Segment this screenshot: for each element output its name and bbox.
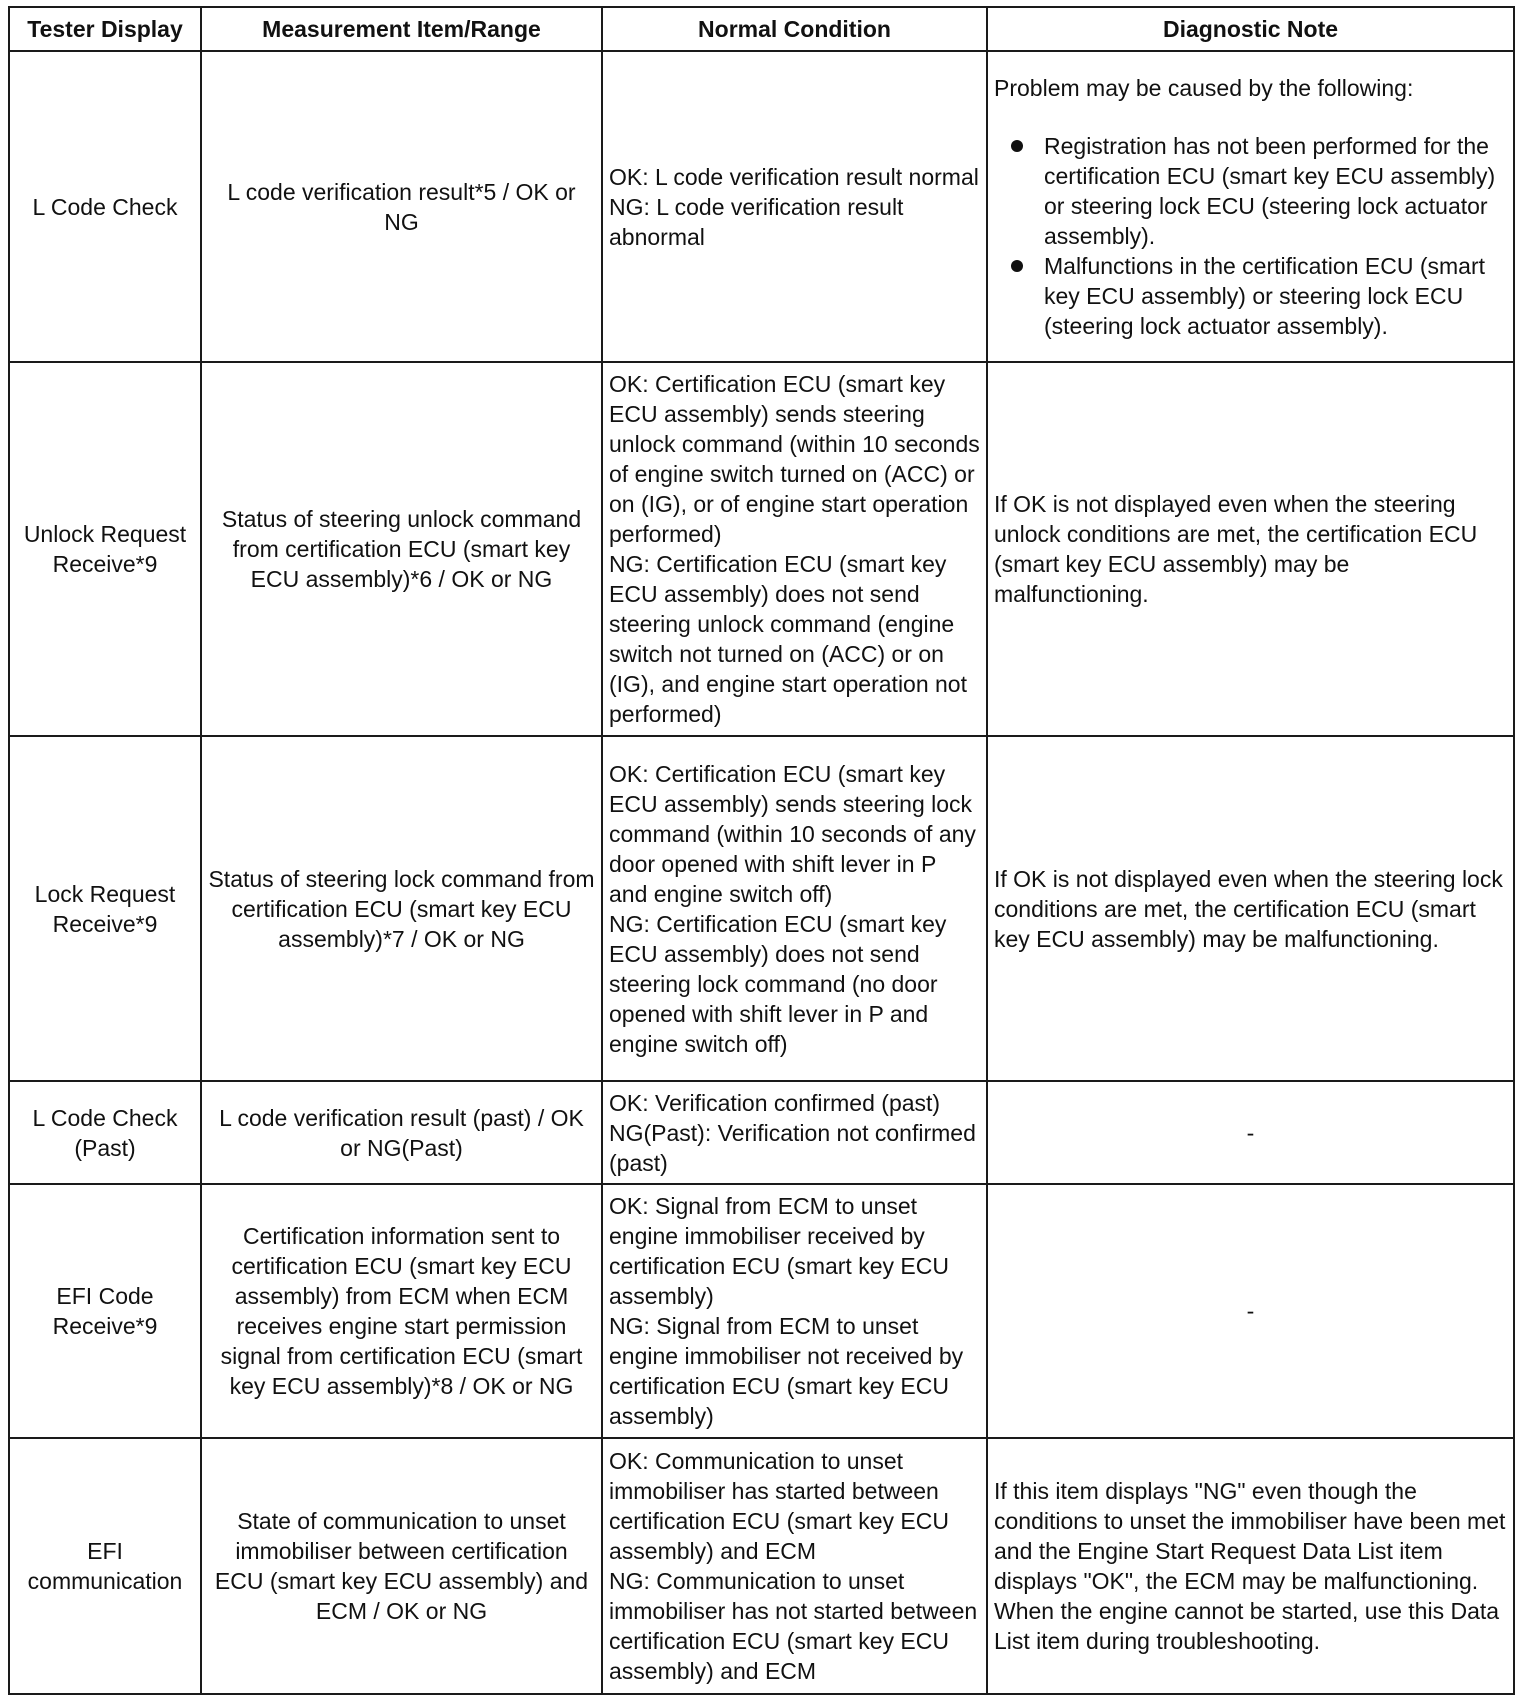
bullet-text: Registration has not been performed for the certification ECU (smart key ECU assembly) or steering lock ECU (steering lock actuator assembly). — [1044, 132, 1496, 249]
normal-condition-cell — [602, 736, 987, 1081]
data-list-table — [8, 6, 1515, 1695]
normal-ok-text: OK: Certification ECU (smart key ECU assembly) sends steering lock command (within 10 seconds of any door opened with shift lever in P and engine switch off) — [609, 760, 976, 907]
tester-display-cell: EFI communication — [9, 1438, 201, 1694]
table-row — [9, 1184, 1514, 1438]
normal-ng-text: NG: Signal from ECM to unset engine immobiliser not received by certification ECU (smart key ECU assembly) — [609, 1313, 964, 1429]
normal-ok-text: OK: Verification confirmed (past) — [609, 1089, 941, 1116]
normal-ng-text: NG: L code verification result abnormal — [609, 193, 904, 250]
tester-display-cell: L Code Check (Past) — [9, 1081, 201, 1184]
diagnostic-note-cell: If this item displays "NG" even though the conditions to unset the immobiliser have been met and the Engine Start Request Data List item displays "OK", the ECM may be malfunctioning. When the engine cannot be started, use this Data List item during troubleshooting. — [987, 1438, 1514, 1694]
note-bullet-list — [994, 131, 1507, 341]
measurement-cell: Status of steering unlock command from certification ECU (smart key ECU assembly)*6 / OK or NG — [201, 362, 602, 736]
diagnostic-note-cell — [987, 51, 1514, 362]
table-row — [9, 362, 1514, 736]
diagnostic-note-cell: - — [987, 1184, 1514, 1438]
normal-ok-text: OK: Certification ECU (smart key ECU assembly) sends steering unlock command (within 10 seconds of engine switch turned on (ACC) or on (IG), or of engine start operation performed) — [609, 371, 980, 547]
bullet-icon — [1011, 260, 1023, 272]
list-item — [994, 131, 1507, 251]
table-row — [9, 736, 1514, 1081]
tester-display-cell: EFI Code Receive*9 — [9, 1184, 201, 1438]
tester-display-cell: L Code Check — [9, 51, 201, 362]
normal-condition-cell — [602, 1081, 987, 1184]
tester-display-cell: Lock Request Receive*9 — [9, 736, 201, 1081]
normal-ng-text: NG: Communication to unset immobiliser has not started between certification ECU (smart key ECU assembly) and ECM — [609, 1568, 978, 1684]
normal-ok-text: OK: Signal from ECM to unset engine immobiliser received by certification ECU (smart key ECU assembly) — [609, 1193, 949, 1309]
normal-ok-text: OK: L code verification result normal — [609, 163, 979, 190]
list-item — [994, 251, 1507, 341]
data-list-sheet — [8, 6, 1515, 1695]
diagnostic-note-cell: If OK is not displayed even when the steering lock conditions are met, the certification ECU (smart key ECU assembly) may be malfunctioning. — [987, 736, 1514, 1081]
header-measurement: Measurement Item/Range — [201, 7, 602, 51]
measurement-cell: State of communication to unset immobiliser between certification ECU (smart key ECU assembly) and ECM / OK or NG — [201, 1438, 602, 1694]
measurement-cell: Status of steering lock command from certification ECU (smart key ECU assembly)*7 / OK or NG — [201, 736, 602, 1081]
table-row — [9, 51, 1514, 362]
bullet-icon — [1011, 140, 1023, 152]
header-diagnostic-note: Diagnostic Note — [987, 7, 1514, 51]
normal-condition-cell — [602, 1438, 987, 1694]
measurement-cell: L code verification result*5 / OK or NG — [201, 51, 602, 362]
normal-ng-text: NG(Past): Verification not confirmed (past) — [609, 1119, 976, 1176]
note-intro: Problem may be caused by the following: — [994, 74, 1414, 101]
normal-ng-text: NG: Certification ECU (smart key ECU assembly) does not send steering unlock command (engine switch not turned on (ACC) or on (IG), and engine start operation not performed) — [609, 551, 967, 727]
normal-condition-cell — [602, 1184, 987, 1438]
diagnostic-note-cell: - — [987, 1081, 1514, 1184]
tester-display-cell: Unlock Request Receive*9 — [9, 362, 201, 736]
header-normal-condition: Normal Condition — [602, 7, 987, 51]
normal-ok-text: OK: Communication to unset immobiliser has started between certification ECU (smart key ECU assembly) and ECM — [609, 1448, 949, 1564]
measurement-cell: L code verification result (past) / OK or NG(Past) — [201, 1081, 602, 1184]
table-row — [9, 1438, 1514, 1694]
normal-ng-text: NG: Certification ECU (smart key ECU assembly) does not send steering lock command (no door opened with shift lever in P and engine switch off) — [609, 910, 947, 1057]
bullet-text: Malfunctions in the certification ECU (smart key ECU assembly) or steering lock ECU (steering lock actuator assembly). — [1044, 252, 1485, 339]
normal-condition-cell — [602, 362, 987, 736]
measurement-cell: Certification information sent to certification ECU (smart key ECU assembly) from ECM when ECM receives engine start permission signal from certification ECU (smart key ECU assembly)*8 / OK or NG — [201, 1184, 602, 1438]
header-tester-display: Tester Display — [9, 7, 201, 51]
table-row — [9, 1081, 1514, 1184]
diagnostic-note-cell: If OK is not displayed even when the steering unlock conditions are met, the certification ECU (smart key ECU assembly) may be malfunctioning. — [987, 362, 1514, 736]
normal-condition-cell — [602, 51, 987, 362]
header-row — [9, 7, 1514, 51]
